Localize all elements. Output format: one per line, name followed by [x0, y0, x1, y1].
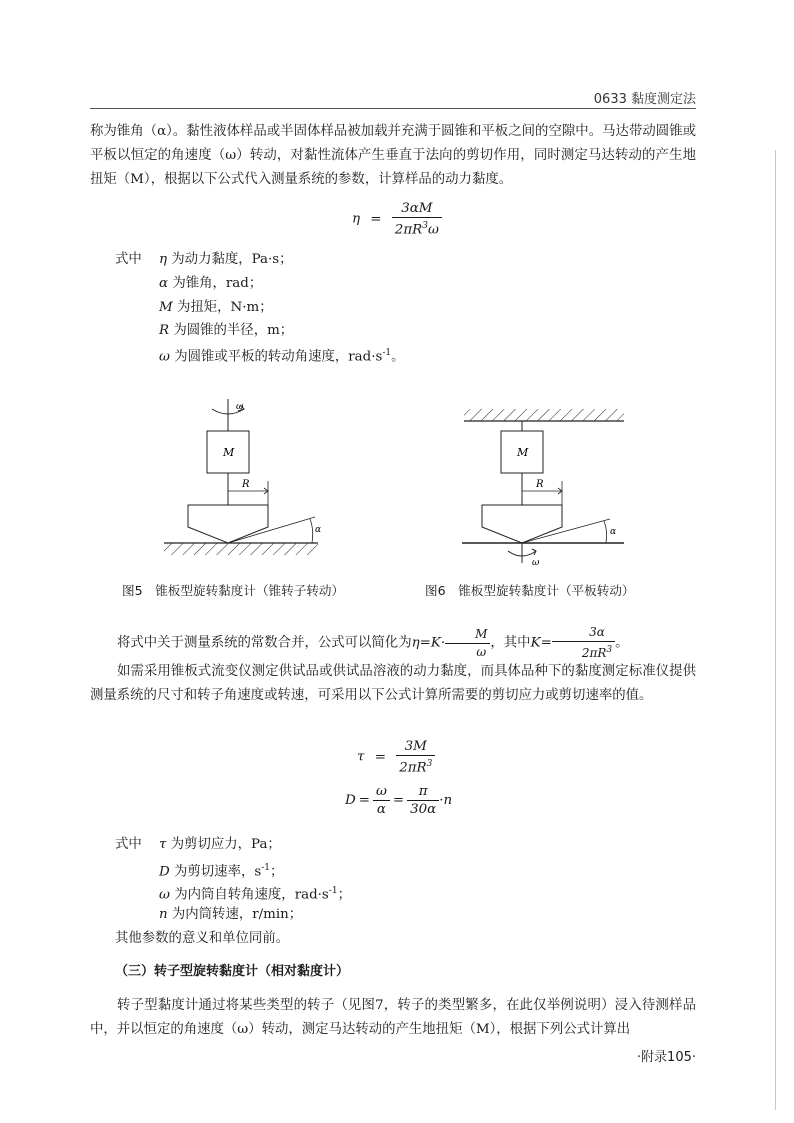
where2-item: n 为内筒转速，r/min；	[159, 907, 303, 922]
page-number: ·附录105·	[636, 1050, 696, 1065]
motor-label-6: M	[517, 446, 529, 459]
where2-item: ω 为内筒自转角速度，$rad\cdot s^{-1}$；	[159, 886, 351, 903]
where-label-1: 式中	[115, 252, 142, 267]
page-edge-line	[775, 150, 776, 1110]
cone-plate-diagrams	[150, 395, 670, 570]
figure-5-caption: 图5 锥板型旋转黏度计（锥转子转动）	[122, 583, 345, 598]
motor-label-5: M	[223, 446, 235, 459]
eq1-numerator: 3αM	[392, 200, 442, 218]
where1-item: R 为圆锥的半径，m；	[159, 323, 294, 338]
where1-item: α 为锥角，rad；	[159, 276, 263, 291]
equation-viscosity	[352, 200, 442, 238]
where1-item: ω 为圆锥或平板的转动角速度，$rad\cdot s^{-1}$。	[159, 348, 405, 365]
paragraph-2: 将式中关于测量系统的常数合并，公式可以简化为η=K· $\frac{M}{\omega}$ ，其中K= $\frac{3\alpha}{2\pi R^3}$ 。	[117, 625, 629, 660]
omega-label-6: ω	[532, 558, 540, 568]
figure-5-diagram	[164, 399, 321, 555]
equation-shear-rate: D = $\frac{\omega}{\alpha}$ = $\frac{\pi}{30\alpha}$ ·n	[345, 784, 453, 817]
omega-label-5: ω	[236, 402, 244, 412]
paragraph-4: 转子型黏度计通过将某些类型的转子（见图7，转子的类型繁多，在此仅举例说明）浸入待测样品中，并以恒定的角速度（ω）转动，测定马达转动的产生地扭矩（M），根据下列公式计算出	[90, 998, 696, 1037]
where1-item: M 为扭矩，N·m；	[159, 300, 273, 315]
section-title: （三）转子型旋转黏度计（相对黏度计）	[115, 964, 350, 979]
paragraph-1: 称为锥角（α）。黏性液体样品或半固体样品被加载并充满于圆锥和平板之间的空隙中。马达带动圆锥或平板以恒定的角速度（ω）转动，对黏性流体产生垂直于法向的剪切作用，同时测定马达转动的产生地扭矩（M），根据以下公式代入测量系统的参数，计算样品的动力黏度。	[90, 124, 696, 187]
header-title: 0633 黏度测定法	[593, 92, 696, 107]
alpha-label-6: α	[610, 527, 617, 537]
where-label-2: 式中	[115, 837, 142, 852]
radius-label-5: R	[242, 479, 250, 490]
figure-6-caption: 图6 锥板型旋转黏度计（平板转动）	[425, 583, 635, 598]
alpha-label-5: α	[315, 525, 322, 535]
figure-6-diagram	[462, 409, 624, 568]
other-params-note: 其他参数的意义和单位同前。	[115, 931, 290, 946]
where2-item: τ 为剪切应力，Pa；	[159, 837, 281, 852]
eq1-equals: =	[370, 211, 382, 227]
eq1-denominator: $2\pi R^3\omega$	[394, 221, 439, 238]
where2-item: D 为剪切速率，$s^{-1}$；	[159, 863, 284, 880]
radius-label-6: R	[536, 479, 544, 490]
paragraph-3: 如需采用锥板式流变仪测定供试品或供试品溶液的动力黏度，而具体品种下的黏度测定标准仪提供测量系统的尺寸和转子角速度或转速，可采用以下公式计算所需要的剪切应力或剪切速率的值。	[90, 664, 696, 703]
where1-item: η 为动力黏度，Pa·s；	[159, 252, 293, 267]
equation-shear-stress: τ = $\frac{3M}{2\pi R^3}$	[357, 738, 435, 776]
eq1-lhs: η	[352, 211, 361, 227]
header-rule	[90, 108, 696, 109]
